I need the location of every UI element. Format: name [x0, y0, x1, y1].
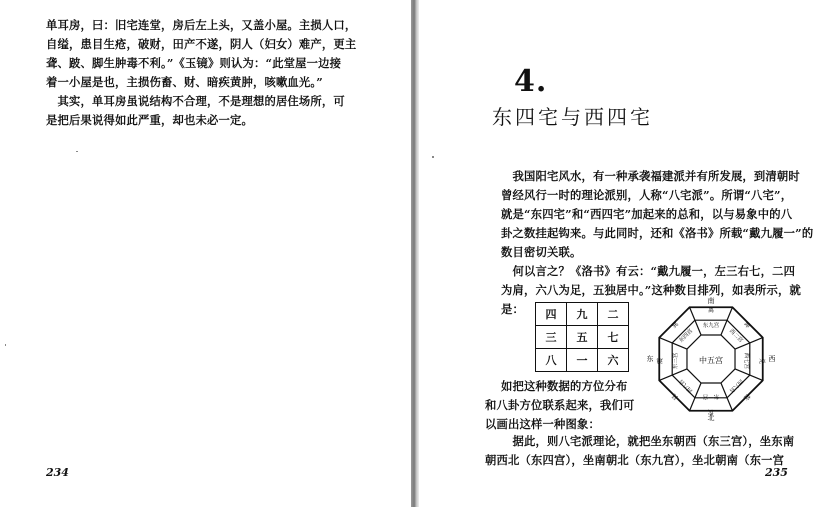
right-line-1: 我国阳宅风水，有一种承袭福建派并有所发展，到清朝时 [501, 169, 800, 183]
grid-cell: 三 [536, 326, 567, 349]
grid-cell: 五 [567, 326, 598, 349]
side-line-1: 如把这种数据的方位分布 [501, 379, 628, 393]
bagua-outer-label: 巽 [670, 320, 680, 330]
grid-cell: 二 [598, 303, 629, 326]
bagua-inner-label: 西二宫 [727, 328, 744, 345]
lo-shu-grid [535, 302, 629, 372]
direction-north-label: 北 [707, 414, 715, 422]
grid-cell: 六 [598, 349, 629, 372]
grid-cell: 四 [536, 303, 567, 326]
grid-cell: 七 [598, 326, 629, 349]
right-line-6: 何以言之？《洛书》有云：“戴九履一，左三右七，二四 [501, 264, 796, 278]
left-line-5: 其实，单耳房虽说结构不合理，不是理想的居住场所，可 [46, 94, 345, 108]
bottom-line-1: 据此，则八宅派理论，就把坐东朝西（东三宫），坐东南 [501, 434, 795, 448]
grid-cell: 一 [567, 349, 598, 372]
direction-east-label: 东 [647, 355, 654, 363]
bagua-outer-label: 兑 [758, 357, 765, 365]
left-line-4: 着一小屋是也，主损伤畜、财、暗疾黄肿，咳嗽血光。” [46, 75, 323, 89]
bagua-outer-label: 震 [657, 357, 664, 365]
bagua-diagram [647, 296, 775, 422]
left-line-6: 是把后果说得如此严重，却也未必一定。 [46, 113, 253, 127]
direction-south-label: 南 [707, 297, 715, 305]
bagua-inner-label: 东九宫 [702, 322, 720, 329]
bagua-outer-label: 艮 [670, 392, 680, 402]
right-line-2: 曾经风行一时的理论派别，人称“八宅派”。所谓“八宅”， [501, 188, 793, 202]
chapter-number: 4. [514, 64, 548, 99]
scan-speck [5, 344, 6, 346]
side-line-3: 以画出这样一种图象： [485, 417, 600, 431]
right-line-7: 为肩，六八为足，五独居中。”这种数目排列，如表所示，就 [501, 283, 801, 297]
left-line-2: 自缢，患目生疮，破财，田产不遂，阴人（妇女）难产，更主 [46, 37, 357, 51]
right-page [419, 0, 834, 507]
grid-cell: 八 [536, 349, 567, 372]
right-line-8: 是： [501, 302, 524, 316]
bagua-inner-label: 西六宫 [727, 377, 744, 394]
right-line-4: 卦之数挂起钩来。与此同时，还和《洛书》所载“戴九履一”的 [501, 226, 814, 240]
bagua-inner-label: 东四宫 [678, 328, 695, 345]
side-line-2: 和八卦方位联系起来，我们可 [485, 398, 635, 412]
bagua-inner-label: 西八宫 [678, 377, 695, 394]
scan-speck [76, 151, 78, 152]
book-spine [411, 0, 419, 507]
bagua-inner-label: 西七宫 [743, 352, 749, 370]
bagua-outer-label: 坎 [707, 408, 715, 415]
page-number: 234 [46, 466, 69, 479]
left-line-1: 单耳房，曰：旧宅连堂，房后左上头，又盖小屋。主损人口， [46, 18, 357, 32]
bagua-inner-label: 东三宫 [673, 352, 679, 370]
direction-west-label: 西 [768, 355, 775, 363]
grid-cell: 九 [567, 303, 598, 326]
bagua-inner-label: 东一宫 [702, 392, 720, 399]
chapter-title: 东四宅与西四宅 [492, 105, 653, 129]
bagua-outer-label: 离 [707, 307, 715, 314]
bagua-outer-label: 乾 [742, 392, 752, 402]
page-number: 235 [765, 466, 788, 479]
scan-speck [432, 156, 434, 158]
right-line-5: 数目密切关联。 [501, 245, 582, 259]
left-line-3: 聋、跛、脚生肿毒不利。”《玉镜》则认为：“此堂屋一边接 [46, 56, 342, 70]
right-line-3: 就是“东四宅”和“西四宅”加起来的总和，以与易象中的八 [501, 207, 793, 221]
bagua-outer-label: 坤 [742, 320, 752, 330]
bagua-center-label: 中五宫 [699, 356, 723, 365]
left-page [0, 0, 411, 507]
bottom-line-2: 朝西北（东四宫），坐南朝北（东九宫），坐北朝南（东一宫 [485, 453, 785, 467]
